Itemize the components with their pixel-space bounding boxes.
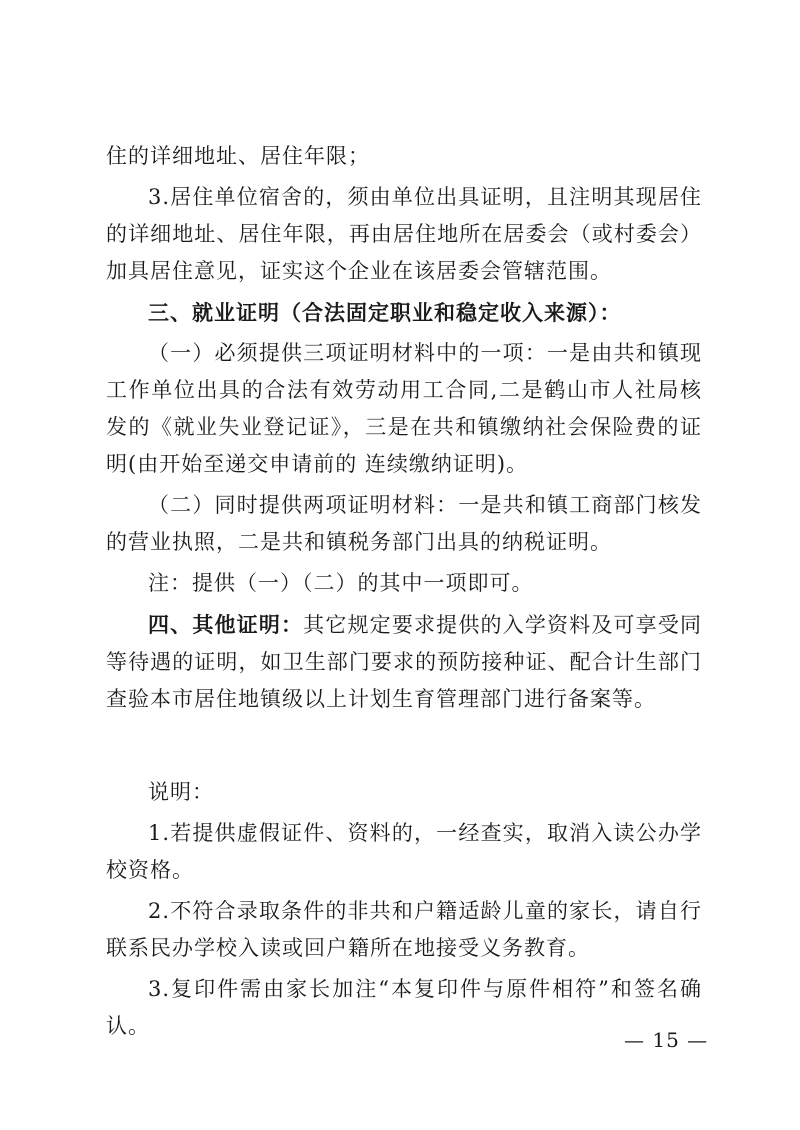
section-heading-other-proof: 四、其他证明： [148, 612, 304, 637]
section-heading-employment-proof: 三、就业证明（合法固定职业和稳定收入来源）： [148, 300, 622, 325]
paragraph-other-proof [106, 606, 702, 718]
note-item-1: 1.若提供虚假证件、资料的，一经查实，取消入读公办学校资格。 [106, 821, 702, 882]
paragraph-employment-option-two: （二）同时提供两项证明材料：一是共和镇工商部门核发的营业执照，二是共和镇税务部门出具的纳税证明。 [106, 493, 702, 554]
paragraph-dormitory-proof: 3.居住单位宿舍的，须由单位出具证明，且注明其现居住的详细地址、居住年限，再由居住地所在居委会（或村委会）加具居住意见，证实这个企业在该居委会管辖范围。 [106, 185, 702, 283]
notes-title: 说明： [148, 780, 214, 804]
other-proof-body: 其它规定要求提供的入学资料及可享受同等待遇的证明，如卫生部门要求的预防接种证、配合计生部门查验本市居住地镇级以上计划生育管理部门进行备案等。 [106, 613, 703, 711]
document-body [106, 138, 702, 1045]
paragraph-employment-option-one: （一）必须提供三项证明材料中的一项：一是由共和镇现工作单位出具的合法有效劳动用工合同,二是鹤山市人社局核发的《就业失业登记证》，三是在共和镇缴纳社会保险费的证明(由开始至递交申请前的 连续缴纳证明)。 [106, 341, 702, 476]
note-item-2: 2.不符合录取条件的非共和户籍适龄儿童的家长，请自行联系民办学校入读或回户籍所在地接受义务教育。 [106, 899, 702, 960]
page-number: — 15 — [624, 1028, 709, 1052]
note-either-option: 注：提供（一）（二）的其中一项即可。 [148, 571, 534, 595]
paragraph-residence-address: 住的详细地址、居住年限； [106, 144, 370, 168]
note-item-3: 3.复印件需由家长加注“本复印件与原件相符”和签名确认。 [106, 977, 702, 1038]
